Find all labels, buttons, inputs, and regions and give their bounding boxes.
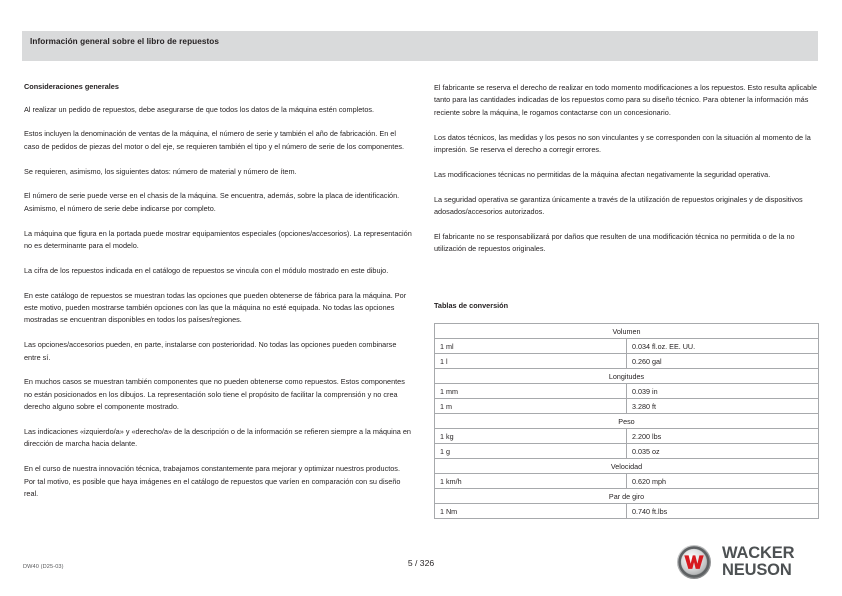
wordmark-line-2: NEUSON: [722, 561, 792, 579]
paragraph: El fabricante no se responsabilizará por daños que resulten de una modificación técnica no permitida o de la no utilización de repuestos originales.: [434, 231, 795, 254]
table-row: [435, 354, 819, 369]
table-row: [435, 504, 819, 519]
table-cell-imperial: 2.200 lbs: [627, 429, 819, 444]
table-cell-imperial: 3.280 ft: [627, 399, 819, 414]
footer-page-number: 5 / 326: [407, 558, 435, 568]
paragraph: En muchos casos se muestran también componentes que no pueden obtenerse como repuestos. Estos componentes no están posicionados en los dibujos. La representación solo tiene el propósito de facilitar la comprensión y no crea derecho alguno sobre el componente mostrado.: [24, 377, 405, 412]
table-cell-imperial: 0.260 gal: [627, 354, 819, 369]
table-group-label: Volumen: [435, 324, 819, 339]
table-cell-metric: 1 kg: [435, 429, 627, 444]
table-group-row: [435, 324, 819, 339]
table-row: [435, 384, 819, 399]
table-cell-metric: 1 m: [435, 399, 627, 414]
wacker-neuson-logo: [672, 538, 822, 586]
table-cell-imperial: 0.039 in: [627, 384, 819, 399]
table-group-label: Longitudes: [435, 369, 819, 384]
conversion-table-body: [435, 324, 819, 519]
table-cell-metric: 1 g: [435, 444, 627, 459]
section-heading-tablas-de-conversion: Tablas de conversión: [434, 301, 509, 311]
paragraph: Los datos técnicos, las medidas y los pesos no son vinculantes y se corresponden con la situación al momento de la impresión. Se reserva el derecho a corregir errores.: [434, 132, 811, 155]
table-row: [435, 444, 819, 459]
table-cell-metric: 1 Nm: [435, 504, 627, 519]
wacker-neuson-emblem-icon: [676, 544, 712, 580]
table-cell-imperial: 0.620 mph: [627, 474, 819, 489]
wordmark-line-1: WACKER: [722, 544, 795, 562]
table-row: [435, 474, 819, 489]
paragraph: En el curso de nuestra innovación técnica, trabajamos constantemente para mejorar y optimizar nuestros productos. Por tal motivo, es posible que haya imágenes en el catálogo de repuestos que varíen en comparación con su diseño real.: [24, 464, 401, 499]
table-group-row: [435, 459, 819, 474]
paragraph: En este catálogo de repuestos se muestran todas las opciones que pueden obtenerse de fábrica para la máquina. Por este motivo, pueden mostrarse también opciones con las que la máquina no esté equipada. No todas las opciones mostradas se encuentran disponibles en todos los países/regiones.: [24, 290, 407, 325]
page-title: Información general sobre el libro de repuestos: [30, 37, 220, 46]
right-text-column: [434, 82, 819, 519]
paragraph: La seguridad operativa se garantiza únicamente a través de la utilización de repuestos originales y de dispositivos adosados/accesorios autorizados.: [434, 194, 803, 217]
paragraph: La máquina que figura en la portada puede mostrar equipamientos especiales (opciones/accesorios). La representación no es determinante para el modelo.: [24, 228, 412, 251]
table-cell-metric: 1 mm: [435, 384, 627, 399]
table-group-label: Par de giro: [435, 489, 819, 504]
paragraph: El fabricante se reserva el derecho de realizar en todo momento modificaciones a los repuestos. Esto resulta aplicable tanto para las cantidades indicadas de los repuestos como para su diseño técnico. Para obtener la información más reciente sobre la máquina, le rogamos contactarse con un concesionario.: [434, 83, 817, 117]
table-cell-metric: 1 ml: [435, 339, 627, 354]
paragraph: Se requieren, asimismo, los siguientes datos: número de material y número de ítem.: [24, 166, 297, 176]
conversion-table: [434, 323, 819, 519]
section-heading-consideraciones: Consideraciones generales: [24, 82, 119, 91]
table-group-row: [435, 369, 819, 384]
paragraph: La cifra de los repuestos indicada en el catálogo de repuestos se vincula con el módulo mostrado en este dibujo.: [24, 265, 389, 275]
paragraph: Estos incluyen la denominación de ventas de la máquina, el número de serie y también el año de fabricación. En el caso de pedidos de piezas del motor o del eje, se requieren también el tipo y el número de serie de los componentes.: [24, 129, 405, 151]
w-emblem-svg: [676, 544, 712, 580]
paragraph: Al realizar un pedido de repuestos, debe asegurarse de que todos los datos de la máquina estén completos.: [24, 104, 375, 114]
table-row: [435, 429, 819, 444]
table-cell-imperial: 0.034 fl.oz. EE. UU.: [627, 339, 819, 354]
table-group-row: [435, 489, 819, 504]
wacker-neuson-wordmark: [722, 545, 822, 579]
conversion-table-wrapper: [434, 323, 819, 519]
paragraph: Las opciones/accesorios pueden, en parte, instalarse con posterioridad. No todas las opciones pueden combinarse entre sí.: [24, 340, 397, 362]
left-text-column: [24, 82, 412, 500]
paragraph: Las modificaciones técnicas no permitidas de la máquina afectan negativamente la seguridad operativa.: [434, 169, 771, 179]
table-group-label: Velocidad: [435, 459, 819, 474]
table-row: [435, 399, 819, 414]
paragraph: El número de serie puede verse en el chasis de la máquina. Se encuentra, además, sobre la placa de identificación. Asimismo, el número de serie debe indicarse por completo.: [24, 191, 400, 213]
table-row: [435, 339, 819, 354]
page-header-band: [22, 31, 818, 61]
footer-document-code: DW40 (D25-03): [23, 564, 64, 570]
table-cell-imperial: 0.035 oz: [627, 444, 819, 459]
table-cell-metric: 1 l: [435, 354, 627, 369]
paragraph: Las indicaciones «izquierdo/a» y «derecho/a» de la descripción o de la información se refieren siempre a la máquina en dirección de marcha hacia delante.: [24, 427, 411, 449]
table-cell-imperial: 0.740 ft.lbs: [627, 504, 819, 519]
table-group-label: Peso: [435, 414, 819, 429]
table-cell-metric: 1 km/h: [435, 474, 627, 489]
column-spacer: [434, 268, 819, 301]
table-group-row: [435, 414, 819, 429]
